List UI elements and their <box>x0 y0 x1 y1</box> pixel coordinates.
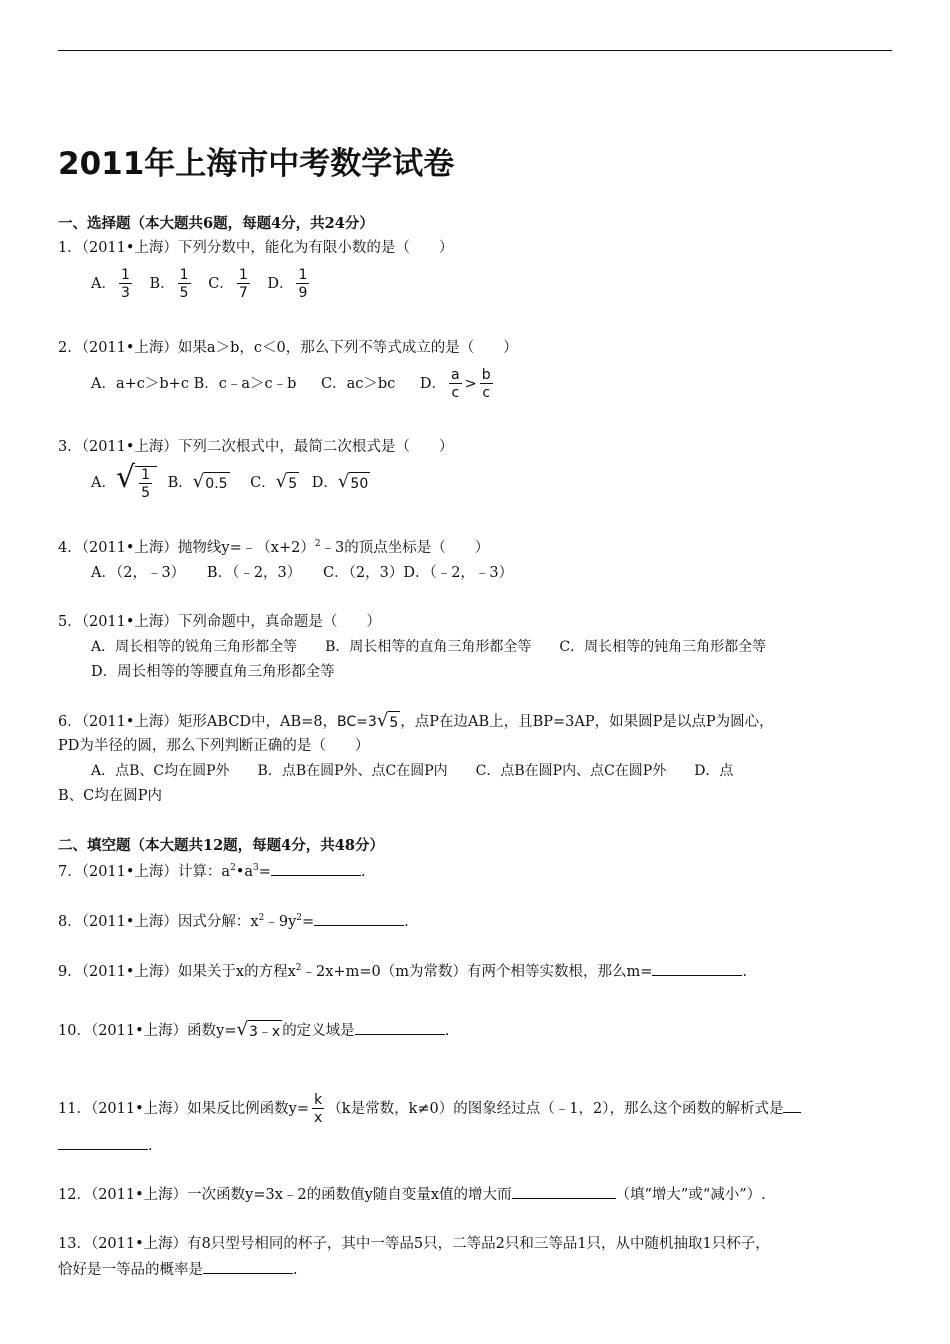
option-d: D． <box>419 376 447 392</box>
answer-blank[interactable] <box>271 861 361 876</box>
answer-blank-end[interactable] <box>58 1135 148 1150</box>
option-label: A． <box>91 475 116 491</box>
numerator: a <box>451 367 460 383</box>
stem-text: 6．（2011•上海）矩形ABCD中，AB=8， <box>58 714 338 730</box>
radical-sign: √ <box>275 471 288 492</box>
stem-text: 的定义域是 <box>282 1023 355 1039</box>
denominator: x <box>314 1110 323 1126</box>
question-12 <box>58 1184 766 1205</box>
radical <box>237 1020 283 1042</box>
period: . <box>360 864 366 880</box>
stem-text: 11．（2011•上海）如果反比例函数y= <box>58 1101 309 1117</box>
exponent: 3 <box>253 863 259 873</box>
denominator: 5 <box>179 285 189 301</box>
radical <box>338 472 370 494</box>
period: . <box>293 1262 298 1278</box>
fraction <box>296 268 309 300</box>
denominator: 3 <box>120 285 130 301</box>
formula-text: BC=3 <box>337 714 377 730</box>
fraction <box>119 268 132 300</box>
radicand: 5 <box>287 472 299 494</box>
period: . <box>404 914 409 930</box>
question-3-stem: 3．（2011•上海）下列二次根式中，最简二次根式是（ ） <box>58 439 454 455</box>
question-3-options <box>91 460 370 501</box>
stem-text: 7．（2011•上海）计算：a <box>58 864 231 880</box>
exponent: 2 <box>296 913 302 923</box>
period: . <box>148 1138 153 1154</box>
stem-text: 10．（2011•上海）函数y= <box>58 1023 237 1039</box>
option-label: B． <box>149 276 175 292</box>
radical-sign: √ <box>376 710 389 731</box>
question-1-options <box>91 268 312 300</box>
exponent: 2 <box>258 913 265 923</box>
question-6-stem-line1 <box>58 711 774 733</box>
fraction <box>312 1093 324 1125</box>
denominator: c <box>482 385 491 401</box>
radical <box>276 472 299 494</box>
denominator: c <box>451 385 460 401</box>
question-11-line1 <box>58 1093 801 1125</box>
stem-text: 恰好是一等品的概率是 <box>58 1262 203 1278</box>
numerator: 1 <box>179 267 189 283</box>
fraction <box>480 368 493 400</box>
answer-blank[interactable] <box>652 961 742 976</box>
question-2-options <box>91 368 496 400</box>
radical-sign: √ <box>236 1019 248 1040</box>
stem-text: = <box>258 864 271 880</box>
stem-text: ﹣3的顶点坐标是（ ） <box>320 540 490 556</box>
answer-blank[interactable] <box>355 1020 445 1035</box>
radicand: 5 <box>388 711 400 733</box>
question-13-line1: 13．（2011•上海）有8只型号相同的杯子，其中一等品5只，二等品2只和三等品1只，从中随机抽取1只杯子， <box>58 1236 770 1252</box>
section-heading-fill: 二、填空题（本大题共12题，每题4分，共48分） <box>58 837 384 854</box>
question-6-options-line2: B、C均在圆P内 <box>58 788 163 804</box>
radical-sign: √ <box>115 460 136 495</box>
numerator: 1 <box>238 267 248 283</box>
exponent: 2 <box>295 963 302 973</box>
question-6-stem-line2: PD为半径的圆，那么下列判断正确的是（ ） <box>58 738 370 754</box>
fraction <box>178 268 191 300</box>
stem-text: 8．（2011•上海）因式分解：x <box>58 914 259 930</box>
numerator: 1 <box>298 267 308 283</box>
radical-sign: √ <box>192 471 205 492</box>
option-label: B． <box>167 475 193 491</box>
stem-text: 4．（2011•上海）抛物线y=﹣（x+2） <box>58 540 315 556</box>
option-a: A．a+c＞b+c <box>91 376 189 392</box>
numerator: 1 <box>120 267 130 283</box>
stem-text: ﹣2x+m=0（m为常数）有两个相等实数根，那么m= <box>301 964 653 980</box>
question-13-line2 <box>58 1259 298 1280</box>
option-label: D． <box>311 475 338 491</box>
fraction <box>139 468 152 500</box>
radical <box>115 460 157 501</box>
option-b: B．c﹣a＞c﹣b <box>193 376 297 392</box>
stem-text: 12．（2011•上海）一次函数y=3x﹣2的函数值y随自变量x值的增大而 <box>58 1187 512 1203</box>
radicand <box>135 466 157 500</box>
question-1-stem: 1．（2011•上海）下列分数中，能化为有限小数的是（ ） <box>58 240 454 256</box>
period: . <box>444 1023 450 1039</box>
question-5-options-line2: D．周长相等的等腰直角三角形都全等 <box>91 664 335 680</box>
question-8 <box>58 911 409 932</box>
period: . <box>742 964 747 980</box>
header-rule <box>58 50 892 51</box>
exponent: 2 <box>314 539 321 549</box>
stem-text: （填“增大”或“减小”）. <box>615 1187 766 1203</box>
page-title: 2011年上海市中考数学试卷 <box>58 146 455 182</box>
numerator: 1 <box>141 467 151 483</box>
radicand: 50 <box>349 472 370 494</box>
denominator: 7 <box>238 285 248 301</box>
denominator: 5 <box>141 485 151 501</box>
answer-blank[interactable] <box>512 1184 616 1199</box>
question-4-options: A．（2，﹣3） B．（﹣2，3） C．（2，3）D．（﹣2，﹣3） <box>91 565 514 581</box>
option-label: A． <box>91 276 116 292</box>
question-6-options-line1: A．点B、C均在圆P外 B．点B在圆P外、点C在圆P内 C．点B在圆P内、点C在圆P外 D．点 <box>91 763 734 779</box>
section-heading-choice: 一、选择题（本大题共6题，每题4分，共24分） <box>58 215 374 232</box>
fraction <box>237 268 250 300</box>
numerator: k <box>312 1093 324 1109</box>
stem-text: ﹣9y <box>264 914 297 930</box>
stem-text: 9．（2011•上海）如果关于x的方程x <box>58 964 296 980</box>
radicand: 3﹣x <box>248 1020 282 1042</box>
question-10 <box>58 1020 449 1042</box>
question-4-stem <box>58 538 489 558</box>
option-label: C． <box>250 475 276 491</box>
numerator: b <box>481 367 491 383</box>
radical <box>193 472 230 494</box>
denominator: 9 <box>298 285 308 301</box>
question-11-line2 <box>58 1135 153 1156</box>
radicand: 0.5 <box>204 472 229 494</box>
question-2-stem: 2．（2011•上海）如果a＞b，c＜0，那么下列不等式成立的是（ ） <box>58 340 518 356</box>
stem-text: （k是常数，k≠0）的图象经过点（﹣1，2），那么这个函数的解析式是 <box>327 1101 784 1117</box>
question-7 <box>58 861 366 882</box>
question-9 <box>58 961 747 982</box>
answer-blank-start[interactable] <box>783 1098 801 1113</box>
radical-sign: √ <box>337 471 350 492</box>
question-5-stem: 5．（2011•上海）下列命题中，真命题是（ ） <box>58 614 381 630</box>
option-c: C．ac＞bc <box>321 376 396 392</box>
option-label: D． <box>267 276 294 292</box>
exponent: 2 <box>230 863 236 873</box>
stem-text: = <box>302 914 315 930</box>
answer-blank[interactable] <box>314 911 404 926</box>
radical <box>377 711 400 733</box>
greater-than-sign: > <box>464 376 477 392</box>
stem-text: •a <box>235 864 254 880</box>
question-5-options-line1: A．周长相等的锐角三角形都全等 B．周长相等的直角三角形都全等 C．周长相等的钝角三角形都全等 <box>91 639 767 655</box>
stem-text: ，点P在边AB上，且BP=3AP，如果圆P是以点P为圆心， <box>400 714 774 730</box>
fraction <box>449 368 462 400</box>
option-label: C． <box>208 276 234 292</box>
answer-blank[interactable] <box>203 1259 293 1274</box>
